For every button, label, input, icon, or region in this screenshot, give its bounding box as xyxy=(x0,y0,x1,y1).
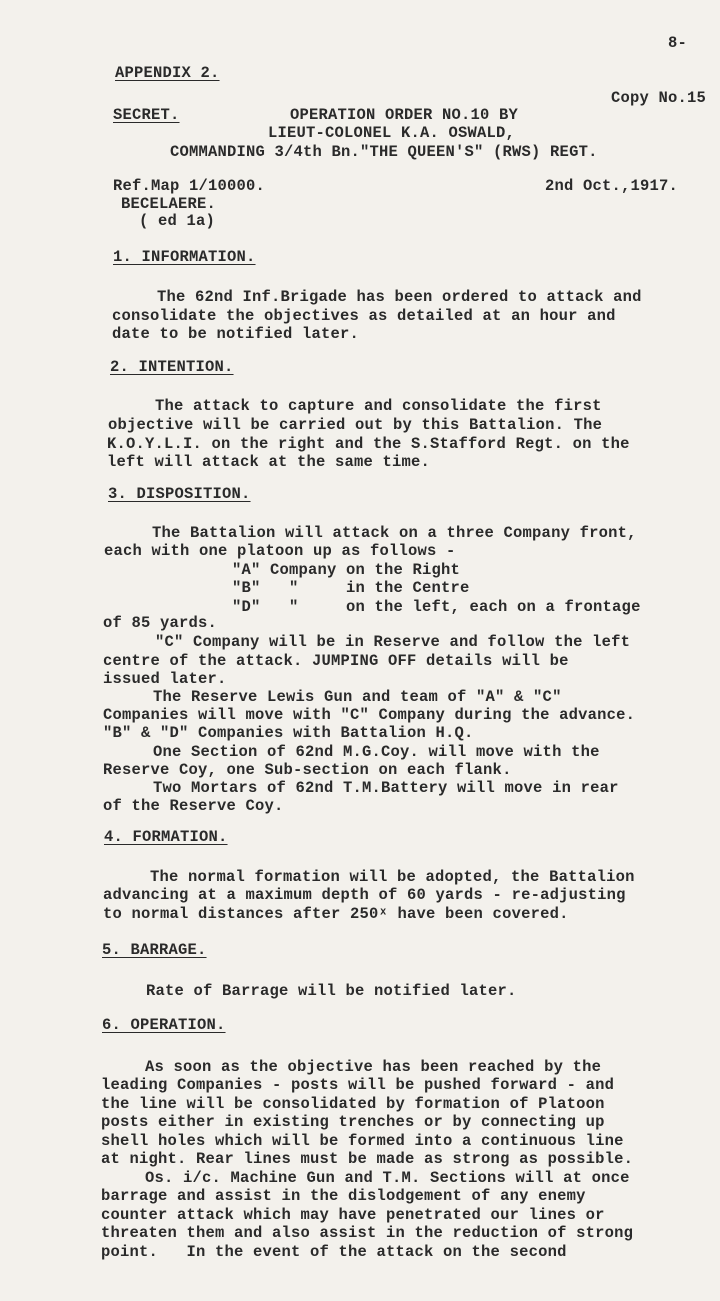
section-line: consolidate the objectives as detailed at an hour and xyxy=(112,307,616,325)
section-line: K.O.Y.L.I. on the right and the S.Stafford Regt. on the xyxy=(107,435,630,453)
section-line: counter attack which may have penetrated our lines or xyxy=(101,1206,605,1224)
section-heading-operation: 6. OPERATION. xyxy=(102,1016,226,1034)
section-line: left will attack at the same time. xyxy=(107,453,431,471)
title-line-2: LIEUT-COLONEL K.A. OSWALD, xyxy=(268,124,516,142)
section-line: each with one platoon up as follows - xyxy=(104,542,456,560)
section-line: objective will be carried out by this Battalion. The xyxy=(108,416,603,434)
section-line: "B" & "D" Companies with Battalion H.Q. xyxy=(103,724,474,742)
section-line: to normal distances after 250ˣ have been covered. xyxy=(103,905,569,923)
section-line: "C" Company will be in Reserve and follow the left xyxy=(155,633,631,651)
section-line: The normal formation will be adopted, the Battalion xyxy=(150,868,635,886)
section-line: advancing at a maximum depth of 60 yards - re-adjusting xyxy=(103,886,626,904)
section-line: The 62nd Inf.Brigade has been ordered to attack and xyxy=(157,288,642,306)
section-line: Rate of Barrage will be notified later. xyxy=(146,982,517,1000)
section-line: The Reserve Lewis Gun and team of "A" & "C" xyxy=(153,688,562,706)
section-line: at night. Rear lines must be made as strong as possible. xyxy=(101,1150,634,1168)
section-heading-information: 1. INFORMATION. xyxy=(113,248,256,266)
section-line: barrage and assist in the dislodgement of any enemy xyxy=(101,1187,586,1205)
section-line: Os. i/c. Machine Gun and T.M. Sections will at once xyxy=(145,1169,630,1187)
section-line: threaten them and also assist in the reduction of strong xyxy=(101,1224,634,1242)
section-line: Two Mortars of 62nd T.M.Battery will move in rear xyxy=(153,779,619,797)
section-line: centre of the attack. JUMPING OFF details will be xyxy=(103,652,569,670)
section-line: the line will be consolidated by formation of Platoon xyxy=(101,1095,605,1113)
section-line: issued later. xyxy=(103,670,227,688)
order-date: 2nd Oct.,1917. xyxy=(545,177,679,195)
title-line-3: COMMANDING 3/4th Bn."THE QUEEN'S" (RWS) REGT. xyxy=(170,143,598,161)
section-line: posts either in existing trenches or by connecting up xyxy=(101,1113,605,1131)
section-line: The Battalion will attack on a three Company front, xyxy=(152,524,637,542)
section-line: "D" " on the left, each on a frontage xyxy=(232,598,641,616)
reference-edition: ( ed 1a) xyxy=(139,212,216,230)
section-line: point. In the event of the attack on the second xyxy=(101,1243,567,1261)
section-line: Companies will move with "C" Company during the advance. xyxy=(103,706,636,724)
section-heading-formation: 4. FORMATION. xyxy=(104,828,228,846)
reference-map: Ref.Map 1/10000. xyxy=(113,177,266,195)
appendix-heading: APPENDIX 2. xyxy=(115,64,220,82)
section-line: of the Reserve Coy. xyxy=(103,797,284,815)
section-line: leading Companies - posts will be pushed forward - and xyxy=(101,1076,615,1094)
section-heading-intention: 2. INTENTION. xyxy=(110,358,234,376)
title-line-1: OPERATION ORDER NO.10 BY xyxy=(290,106,519,124)
section-heading-barrage: 5. BARRAGE. xyxy=(102,941,207,959)
section-line: shell holes which will be formed into a continuous line xyxy=(101,1132,624,1150)
section-line: date to be notified later. xyxy=(112,325,360,343)
section-heading-disposition: 3. DISPOSITION. xyxy=(108,485,251,503)
section-line: "A" Company on the Right xyxy=(232,561,461,579)
section-line: As soon as the objective has been reached by the xyxy=(145,1058,602,1076)
secret-marking: SECRET. xyxy=(113,106,180,124)
reference-place: BECELAERE. xyxy=(121,195,217,213)
section-line: "B" " in the Centre xyxy=(232,579,470,597)
section-line: of 85 yards. xyxy=(103,614,218,632)
copy-number: Copy No.15 xyxy=(611,89,707,107)
section-line: Reserve Coy, one Sub-section on each flank. xyxy=(103,761,512,779)
section-line: The attack to capture and consolidate the first xyxy=(155,397,602,415)
page-number: 8- xyxy=(668,34,688,52)
section-line: One Section of 62nd M.G.Coy. will move with the xyxy=(153,743,600,761)
